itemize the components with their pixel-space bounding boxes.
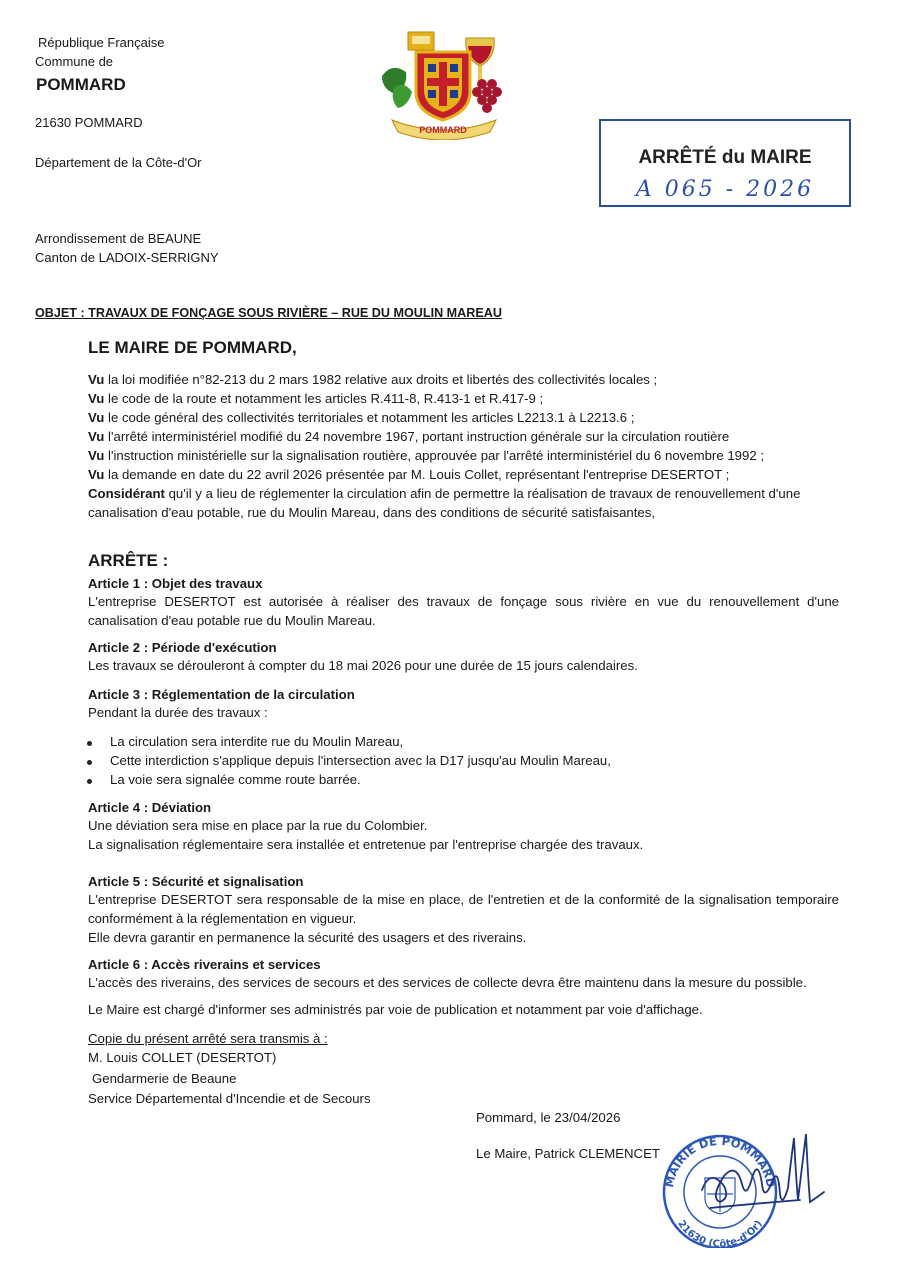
canton-label: Canton de LADOIX-SERRIGNY xyxy=(35,250,219,265)
maire-heading: LE MAIRE DE POMMARD, xyxy=(88,338,297,357)
bullet-dot xyxy=(87,741,92,746)
article-1-text: L'entreprise DESERTOT est autorisée à réaliser des travaux de fonçage sous rivière en vue du renouvellement d'une canalisation d'eau potable rue du Moulin Mareau. xyxy=(88,594,839,628)
visa-line: Vu la demande en date du 22 avril 2026 présentée par M. Louis Collet, représentant l'entreprise DESERTOT ; xyxy=(88,467,730,482)
article-3-bullet: La circulation sera interdite rue du Moulin Mareau, xyxy=(110,734,404,749)
postal-address: 21630 POMMARD xyxy=(35,115,143,130)
considerant-paragraph: Considérant qu'il y a lieu de réglementer la circulation afin de permettre la réalisation de travaux de renouvellement d'une canalisation d'eau potable, rue du Moulin Mareau, dans des conditions de sécurité satisfaisantes, xyxy=(88,486,801,520)
maire-signature-name: Le Maire, Patrick CLEMENCET xyxy=(476,1146,660,1161)
article-4-title: Article 4 : Déviation xyxy=(88,800,212,815)
copie-title: Copie du présent arrêté sera transmis à : xyxy=(88,1031,328,1046)
visa-line: Vu l'instruction ministérielle sur la signalisation routière, approuvée par l'arrêté interministériel du 6 novembre 1992 ; xyxy=(88,448,764,463)
bullet-dot xyxy=(87,760,92,765)
article-5-text: L'entreprise DESERTOT sera responsable de la mise en place, de l'entretien et de la conformité de la signalisation temporaire conformément à la réglementation en vigueur. xyxy=(88,892,839,926)
copie-recipient: Service Départemental d'Incendie et de Secours xyxy=(88,1091,371,1106)
article-5-title: Article 5 : Sécurité et signalisation xyxy=(88,874,304,889)
arrete-number-box xyxy=(599,119,851,207)
article-4-line2: La signalisation réglementaire sera installée et entretenue par l'entreprise chargée des travaux. xyxy=(88,837,644,852)
visa-line: Vu le code général des collectivités territoriales et notamment les articles L2213.1 à L2213.6 ; xyxy=(88,410,635,425)
pommard-coat-of-arms-logo xyxy=(378,28,510,140)
article-6-text: L'accès des riverains, des services de secours et des services de collecte devra être maintenu dans la mesure du possible. xyxy=(88,975,807,990)
commune-label: Commune de xyxy=(35,54,114,69)
republic-label: République Française xyxy=(38,35,165,50)
stamp-top-text: MAIRIE DE POMMARD xyxy=(662,1133,778,1189)
visa-line: Vu le code de la route et notamment les articles R.411-8, R.413-1 et R.417-9 ; xyxy=(88,391,544,406)
arrete-box-title: ARRÊTÉ du MAIRE xyxy=(638,147,812,168)
objet-line: OBJET : TRAVAUX DE FONÇAGE SOUS RIVIÈRE – RUE DU MOULIN MAREAU xyxy=(35,306,502,320)
maire-handwritten-signature xyxy=(690,1128,830,1233)
article-4-line1: Une déviation sera mise en place par la rue du Colombier. xyxy=(88,818,428,833)
article-3-intro: Pendant la durée des travaux : xyxy=(88,705,268,720)
place-date: Pommard, le 23/04/2026 xyxy=(476,1110,621,1125)
publication-note: Le Maire est chargé d'informer ses administrés par voie de publication et notamment par voie d'affichage. xyxy=(88,1002,703,1017)
article-3-bullet: Cette interdiction s'applique depuis l'intersection avec la D17 jusqu'au Moulin Mareau, xyxy=(110,753,611,768)
article-2-title: Article 2 : Période d'exécution xyxy=(88,640,277,655)
arrete-number-handwritten: A 065 - 2026 xyxy=(635,177,815,202)
visas-list xyxy=(88,370,848,522)
article-3-bullet: La voie sera signalée comme route barrée. xyxy=(110,772,361,787)
article-2-text: Les travaux se dérouleront à compter du 18 mai 2026 pour une durée de 15 jours calendaires. xyxy=(88,658,638,673)
copie-recipient: Gendarmerie de Beaune xyxy=(92,1071,237,1086)
article-6-title: Article 6 : Accès riverains et services xyxy=(88,957,321,972)
article-5-line2: Elle devra garantir en permanence la sécurité des usagers et des riverains. xyxy=(88,930,527,945)
arrete-heading: ARRÊTE : xyxy=(88,551,169,570)
arrondissement-label: Arrondissement de BEAUNE xyxy=(35,231,202,246)
article-3-title: Article 3 : Réglementation de la circulation xyxy=(88,687,355,702)
departement-label: Département de la Côte-d'Or xyxy=(35,155,202,170)
commune-name: POMMARD xyxy=(36,75,126,94)
visa-line: Vu la loi modifiée n°82-213 du 2 mars 1982 relative aux droits et libertés des collectivités locales ; xyxy=(88,372,658,387)
article-1-title: Article 1 : Objet des travaux xyxy=(88,576,263,591)
copie-recipient: M. Louis COLLET (DESERTOT) xyxy=(88,1050,277,1065)
visa-line: Vu l'arrêté interministériel modifié du 24 novembre 1967, portant instruction générale sur la circulation routière xyxy=(88,429,730,444)
bullet-dot xyxy=(87,779,92,784)
logo-ribbon-text: POMMARD xyxy=(419,125,467,135)
stamp-bottom-text: 21630 (Côte-d'Or) xyxy=(675,1218,765,1248)
